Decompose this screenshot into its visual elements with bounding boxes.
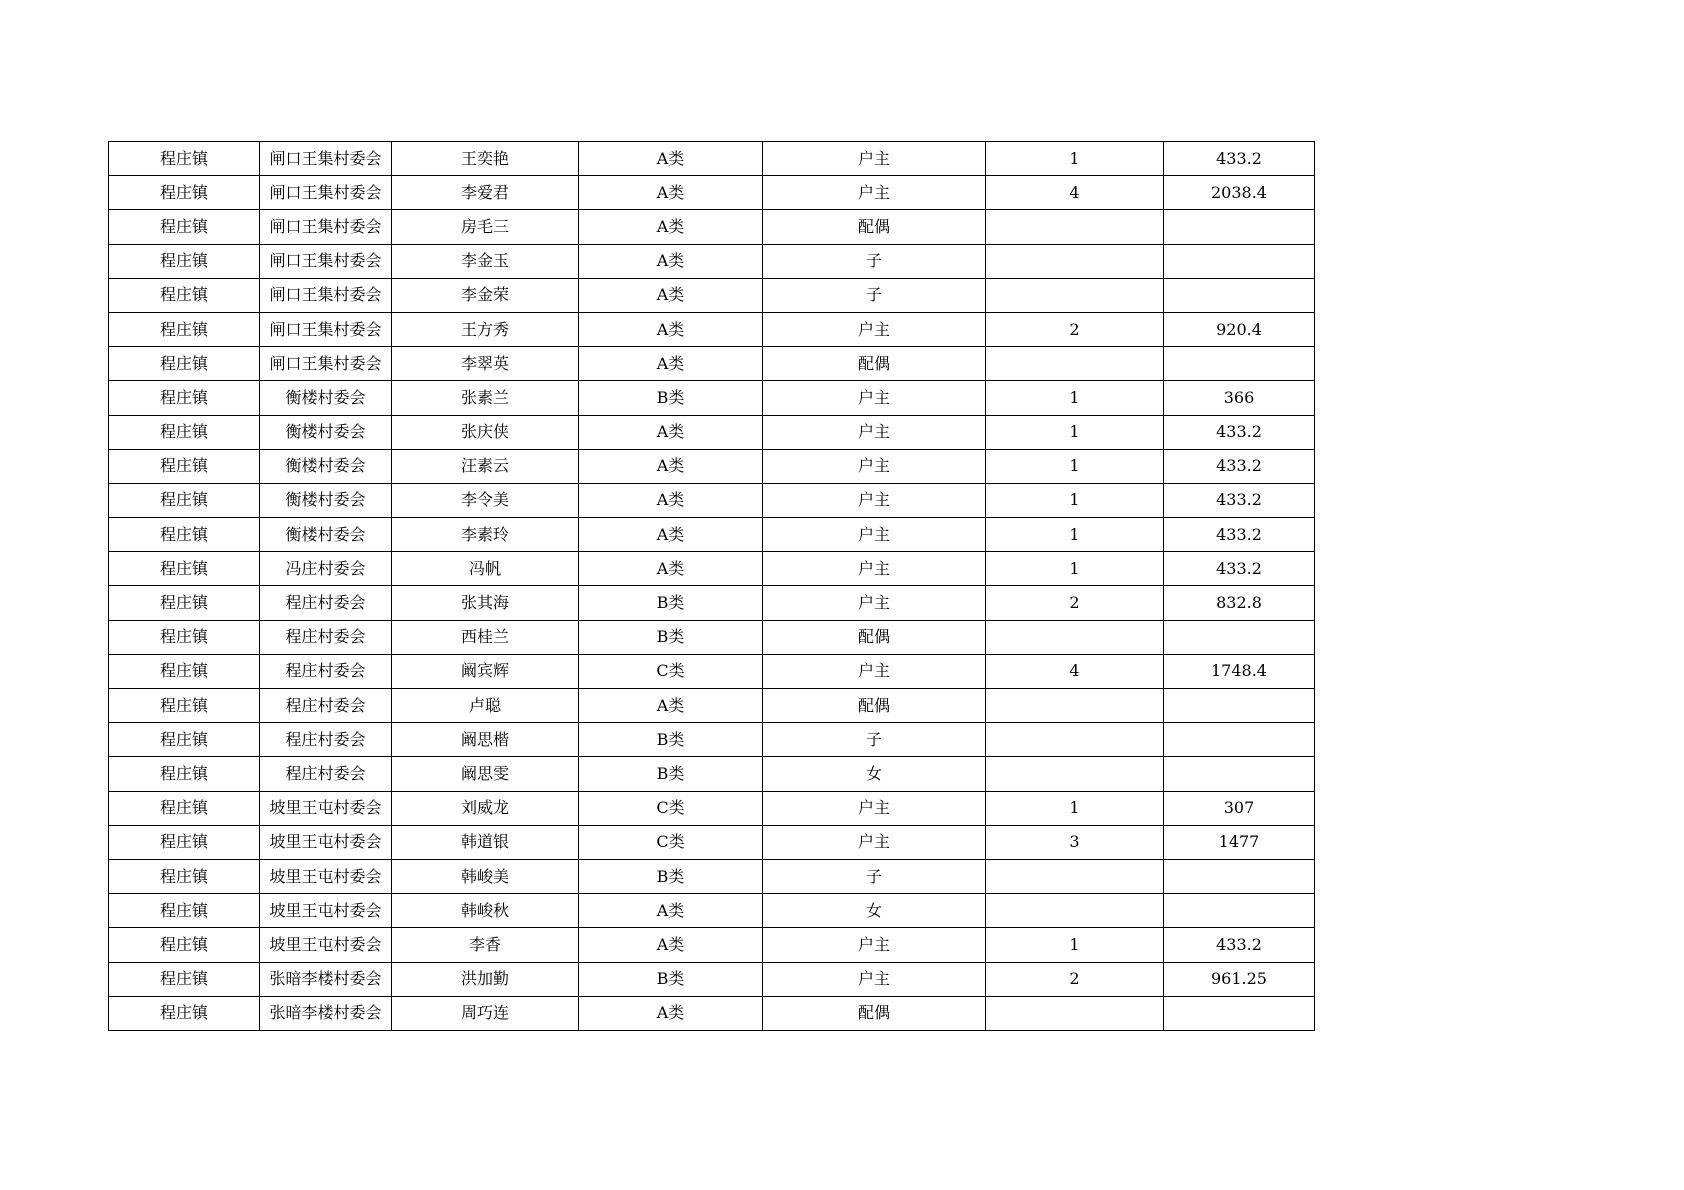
cell-town: 程庄镇 [109,449,260,483]
cell-category: A类 [579,312,763,346]
cell-count: 1 [986,518,1164,552]
table-row [109,210,1315,244]
cell-name: 王方秀 [392,312,579,346]
cell-count: 1 [986,415,1164,449]
cell-town: 程庄镇 [109,654,260,688]
cell-village: 衡楼村委会 [260,518,392,552]
cell-name: 洪加勤 [392,962,579,996]
cell-name: 张庆侠 [392,415,579,449]
cell-amount: 433.2 [1164,552,1315,586]
cell-amount: 433.2 [1164,483,1315,517]
table-row [109,586,1315,620]
cell-count: 2 [986,312,1164,346]
cell-town: 程庄镇 [109,723,260,757]
cell-amount [1164,347,1315,381]
cell-relation: 子 [763,278,986,312]
cell-category: B类 [579,586,763,620]
cell-relation: 户主 [763,483,986,517]
table-row [109,689,1315,723]
cell-relation: 子 [763,859,986,893]
cell-count [986,894,1164,928]
table-row [109,278,1315,312]
cell-category: A类 [579,142,763,176]
cell-relation: 户主 [763,791,986,825]
cell-category: A类 [579,244,763,278]
table-row [109,859,1315,893]
cell-amount: 307 [1164,791,1315,825]
cell-name: 李金荣 [392,278,579,312]
cell-relation: 户主 [763,586,986,620]
cell-village: 闸口王集村委会 [260,244,392,278]
cell-category: C类 [579,825,763,859]
cell-village: 张暗李楼村委会 [260,962,392,996]
cell-name: 阚思雯 [392,757,579,791]
cell-relation: 配偶 [763,689,986,723]
cell-count: 2 [986,586,1164,620]
cell-category: B类 [579,723,763,757]
cell-count: 4 [986,654,1164,688]
cell-name: 李素玲 [392,518,579,552]
cell-category: B类 [579,620,763,654]
cell-category: A类 [579,210,763,244]
cell-village: 闸口王集村委会 [260,210,392,244]
cell-village: 坡里王屯村委会 [260,791,392,825]
cell-category: A类 [579,996,763,1030]
cell-amount: 961.25 [1164,962,1315,996]
cell-town: 程庄镇 [109,176,260,210]
cell-count: 1 [986,552,1164,586]
cell-name: 李翠英 [392,347,579,381]
cell-category: A类 [579,449,763,483]
cell-town: 程庄镇 [109,312,260,346]
cell-category: A类 [579,689,763,723]
cell-village: 衡楼村委会 [260,449,392,483]
cell-count [986,859,1164,893]
table-row [109,654,1315,688]
cell-amount: 832.8 [1164,586,1315,620]
cell-amount [1164,859,1315,893]
cell-category: B类 [579,381,763,415]
cell-town: 程庄镇 [109,347,260,381]
cell-amount [1164,894,1315,928]
cell-count [986,244,1164,278]
table-row [109,791,1315,825]
table-row [109,415,1315,449]
cell-amount [1164,278,1315,312]
cell-relation: 户主 [763,928,986,962]
table-row [109,757,1315,791]
cell-name: 卢聪 [392,689,579,723]
cell-town: 程庄镇 [109,518,260,552]
cell-relation: 户主 [763,312,986,346]
cell-name: 周巧连 [392,996,579,1030]
cell-village: 冯庄村委会 [260,552,392,586]
cell-name: 汪素云 [392,449,579,483]
cell-town: 程庄镇 [109,996,260,1030]
cell-category: B类 [579,962,763,996]
cell-village: 程庄村委会 [260,757,392,791]
cell-count [986,689,1164,723]
cell-count: 1 [986,142,1164,176]
cell-count: 4 [986,176,1164,210]
cell-village: 坡里王屯村委会 [260,894,392,928]
cell-relation: 女 [763,757,986,791]
cell-name: 韩峻美 [392,859,579,893]
cell-amount: 433.2 [1164,518,1315,552]
cell-relation: 子 [763,244,986,278]
cell-village: 程庄村委会 [260,689,392,723]
cell-count: 1 [986,449,1164,483]
cell-category: A类 [579,415,763,449]
table-row [109,723,1315,757]
cell-category: B类 [579,757,763,791]
cell-relation: 子 [763,723,986,757]
cell-count: 1 [986,483,1164,517]
cell-town: 程庄镇 [109,552,260,586]
cell-count [986,210,1164,244]
cell-town: 程庄镇 [109,244,260,278]
cell-town: 程庄镇 [109,894,260,928]
cell-amount [1164,620,1315,654]
cell-count: 3 [986,825,1164,859]
table-row [109,381,1315,415]
cell-category: A类 [579,894,763,928]
cell-village: 闸口王集村委会 [260,347,392,381]
cell-count [986,757,1164,791]
cell-category: A类 [579,928,763,962]
cell-relation: 户主 [763,381,986,415]
cell-amount [1164,689,1315,723]
table-row [109,620,1315,654]
table-row [109,825,1315,859]
cell-category: A类 [579,483,763,517]
cell-village: 闸口王集村委会 [260,278,392,312]
cell-category: A类 [579,176,763,210]
cell-name: 王奕艳 [392,142,579,176]
cell-amount: 433.2 [1164,449,1315,483]
table-row [109,142,1315,176]
table-body [109,142,1315,1031]
cell-category: C类 [579,791,763,825]
table-row [109,449,1315,483]
cell-relation: 户主 [763,518,986,552]
cell-amount [1164,757,1315,791]
cell-category: B类 [579,859,763,893]
cell-count [986,347,1164,381]
cell-relation: 户主 [763,654,986,688]
cell-village: 坡里王屯村委会 [260,859,392,893]
cell-count [986,278,1164,312]
cell-village: 衡楼村委会 [260,415,392,449]
table-row [109,552,1315,586]
table-row [109,347,1315,381]
cell-village: 程庄村委会 [260,586,392,620]
cell-town: 程庄镇 [109,757,260,791]
cell-category: A类 [579,278,763,312]
table-row [109,244,1315,278]
cell-village: 坡里王屯村委会 [260,825,392,859]
cell-amount [1164,996,1315,1030]
cell-relation: 户主 [763,415,986,449]
cell-amount [1164,210,1315,244]
cell-count: 2 [986,962,1164,996]
cell-name: 阚思楷 [392,723,579,757]
cell-name: 张素兰 [392,381,579,415]
cell-relation: 户主 [763,449,986,483]
cell-name: 韩峻秋 [392,894,579,928]
cell-amount: 920.4 [1164,312,1315,346]
cell-count: 1 [986,381,1164,415]
cell-village: 衡楼村委会 [260,381,392,415]
cell-amount: 1477 [1164,825,1315,859]
cell-count [986,620,1164,654]
cell-amount: 433.2 [1164,142,1315,176]
table-row [109,483,1315,517]
cell-amount: 2038.4 [1164,176,1315,210]
cell-town: 程庄镇 [109,142,260,176]
cell-relation: 户主 [763,825,986,859]
cell-town: 程庄镇 [109,586,260,620]
cell-name: 房毛三 [392,210,579,244]
table-row [109,962,1315,996]
cell-name: 李令美 [392,483,579,517]
cell-name: 张其海 [392,586,579,620]
cell-relation: 配偶 [763,347,986,381]
cell-town: 程庄镇 [109,962,260,996]
cell-town: 程庄镇 [109,210,260,244]
cell-village: 程庄村委会 [260,723,392,757]
cell-town: 程庄镇 [109,415,260,449]
cell-category: A类 [579,518,763,552]
table-row [109,312,1315,346]
cell-relation: 户主 [763,176,986,210]
cell-count: 1 [986,791,1164,825]
cell-count [986,723,1164,757]
cell-relation: 女 [763,894,986,928]
table-row [109,928,1315,962]
cell-town: 程庄镇 [109,689,260,723]
cell-town: 程庄镇 [109,620,260,654]
cell-town: 程庄镇 [109,381,260,415]
cell-relation: 户主 [763,552,986,586]
cell-category: C类 [579,654,763,688]
cell-amount: 366 [1164,381,1315,415]
cell-town: 程庄镇 [109,825,260,859]
cell-town: 程庄镇 [109,278,260,312]
cell-amount: 1748.4 [1164,654,1315,688]
cell-town: 程庄镇 [109,483,260,517]
cell-name: 韩道银 [392,825,579,859]
cell-amount [1164,244,1315,278]
cell-relation: 配偶 [763,620,986,654]
cell-name: 冯帆 [392,552,579,586]
cell-village: 闸口王集村委会 [260,176,392,210]
cell-town: 程庄镇 [109,928,260,962]
cell-village: 闸口王集村委会 [260,142,392,176]
cell-town: 程庄镇 [109,791,260,825]
cell-name: 阚宾辉 [392,654,579,688]
table-row [109,996,1315,1030]
cell-category: A类 [579,347,763,381]
cell-relation: 配偶 [763,210,986,244]
cell-name: 李香 [392,928,579,962]
cell-relation: 配偶 [763,996,986,1030]
table-row [109,518,1315,552]
cell-count [986,996,1164,1030]
cell-name: 西桂兰 [392,620,579,654]
cell-town: 程庄镇 [109,859,260,893]
cell-amount: 433.2 [1164,928,1315,962]
cell-village: 衡楼村委会 [260,483,392,517]
cell-village: 坡里王屯村委会 [260,928,392,962]
cell-category: A类 [579,552,763,586]
cell-amount: 433.2 [1164,415,1315,449]
table-row [109,176,1315,210]
cell-relation: 户主 [763,142,986,176]
cell-amount [1164,723,1315,757]
cell-village: 程庄村委会 [260,654,392,688]
data-table [108,141,1315,1031]
cell-name: 刘威龙 [392,791,579,825]
cell-village: 程庄村委会 [260,620,392,654]
cell-relation: 户主 [763,962,986,996]
cell-name: 李爱君 [392,176,579,210]
cell-count: 1 [986,928,1164,962]
table-row [109,894,1315,928]
cell-name: 李金玉 [392,244,579,278]
cell-village: 闸口王集村委会 [260,312,392,346]
cell-village: 张暗李楼村委会 [260,996,392,1030]
